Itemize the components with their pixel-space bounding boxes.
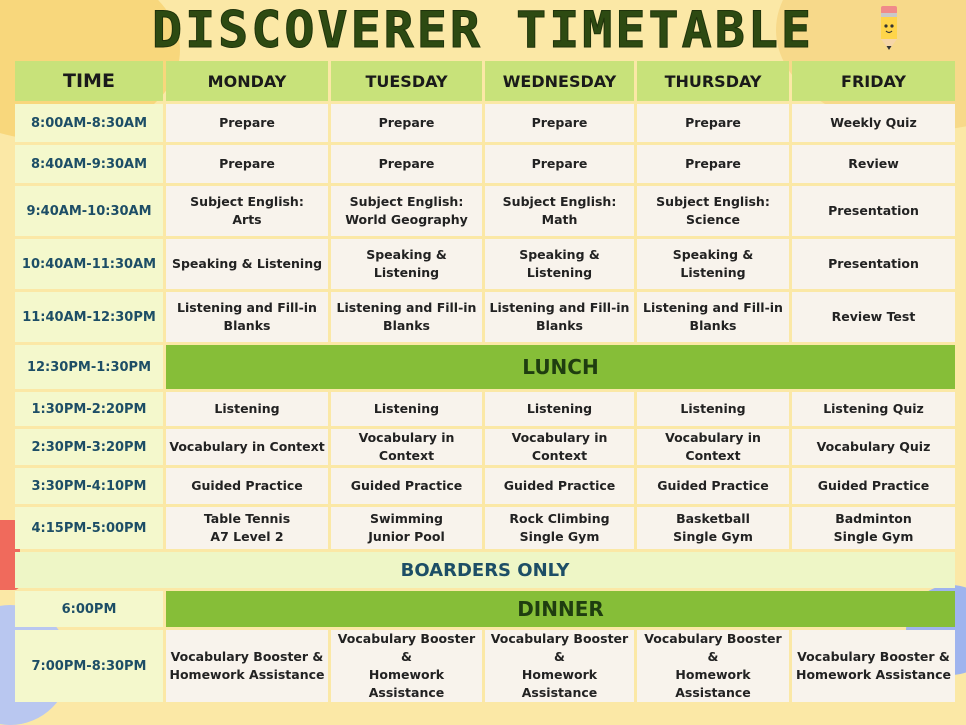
header-wednesday: WEDNESDAY — [485, 61, 634, 101]
cell-text: Review Test — [831, 309, 916, 324]
cell-text: Speaking & Listening — [672, 247, 754, 280]
cell-text: Speaking & Listening — [171, 256, 323, 271]
table-row — [15, 630, 955, 702]
cell-text: Subject English: — [190, 194, 304, 209]
cell-text: Listening and Fill-in — [336, 300, 477, 315]
cell-tuesday — [331, 429, 482, 465]
cell-friday — [792, 392, 955, 426]
cell-text: Prepare — [685, 156, 741, 171]
cell-tuesday — [331, 292, 482, 342]
cell-monday — [166, 392, 328, 426]
cell-text: Prepare — [685, 115, 741, 130]
cell-thursday — [637, 292, 789, 342]
cell-text: Listening — [373, 401, 440, 416]
cell-monday — [166, 292, 328, 342]
cell-text: Subject English: — [502, 194, 617, 209]
cell-tuesday — [331, 104, 482, 142]
cell-friday — [792, 429, 955, 465]
cell-wednesday — [485, 392, 634, 426]
cell-monday — [166, 104, 328, 142]
cell-text: Guided Practice — [350, 478, 463, 493]
cell-text: Homework Assistance — [675, 667, 751, 700]
time-slot: 4:15PM-5:00PM — [15, 507, 163, 549]
table-row — [15, 186, 955, 236]
cell-text: Rock Climbing — [509, 511, 610, 526]
cell-text: Subject English: — [656, 194, 770, 209]
cell-text: Prepare — [219, 115, 275, 130]
cell-text: Single Gym — [833, 529, 914, 544]
cell-wednesday — [485, 145, 634, 183]
cell-thursday — [637, 392, 789, 426]
time-slot: 2:30PM-3:20PM — [15, 429, 163, 465]
cell-thursday — [637, 186, 789, 236]
cell-monday — [166, 186, 328, 236]
header-monday: MONDAY — [166, 61, 328, 101]
timetable-body — [15, 104, 955, 702]
cell-text: Vocabulary Quiz — [816, 439, 931, 454]
cell-tuesday — [331, 186, 482, 236]
cell-friday — [792, 468, 955, 504]
cell-friday — [792, 507, 955, 549]
cell-friday — [792, 630, 955, 702]
cell-text: Listening — [526, 401, 593, 416]
cell-wednesday — [485, 468, 634, 504]
page-title: DISCOVERER TIMETABLE — [151, 1, 815, 59]
table-row — [15, 145, 955, 183]
cell-text: Arts — [232, 212, 262, 227]
header-time: TIME — [15, 61, 163, 101]
time-slot: 12:30PM-1:30PM — [15, 345, 163, 389]
cell-wednesday — [485, 239, 634, 289]
cell-wednesday — [485, 186, 634, 236]
time-slot: 9:40AM-10:30AM — [15, 186, 163, 236]
cell-text: Vocabulary Booster & — [644, 631, 782, 664]
cell-wednesday — [485, 292, 634, 342]
table-row — [15, 345, 955, 389]
cell-text: Guided Practice — [657, 478, 769, 493]
cell-text: Presentation — [828, 203, 919, 218]
cell-text: Swimming — [369, 511, 444, 526]
cell-tuesday — [331, 239, 482, 289]
header-friday: FRIDAY — [792, 61, 955, 101]
cell-text: Presentation — [828, 256, 919, 271]
time-slot: 7:00PM-8:30PM — [15, 630, 163, 702]
lunch-band: LUNCH — [166, 345, 955, 389]
cell-thursday — [637, 630, 789, 702]
time-slot: 10:40AM-11:30AM — [15, 239, 163, 289]
cell-thursday — [637, 429, 789, 465]
cell-text: A7 Level 2 — [210, 529, 284, 544]
cell-text: Vocabulary Booster & — [797, 649, 950, 664]
cell-wednesday — [485, 429, 634, 465]
cell-text: Vocabulary in Context — [169, 439, 325, 454]
cell-thursday — [637, 468, 789, 504]
cell-text: Homework Assistance — [521, 667, 598, 700]
cell-text: Blanks — [689, 318, 737, 333]
cell-text: Blanks — [223, 318, 271, 333]
table-row — [15, 392, 955, 426]
header-tuesday: TUESDAY — [331, 61, 482, 101]
cell-text: Blanks — [536, 318, 583, 333]
cell-monday — [166, 429, 328, 465]
cell-monday — [166, 239, 328, 289]
cell-monday — [166, 630, 328, 702]
cell-text: Weekly Quiz — [830, 115, 917, 130]
cell-text: Badminton — [835, 511, 912, 526]
cell-text: Subject English: — [349, 194, 464, 209]
cell-thursday — [637, 239, 789, 289]
dinner-band: DINNER — [166, 591, 955, 627]
time-slot: 11:40AM-12:30PM — [15, 292, 163, 342]
cell-text: Listening — [680, 401, 746, 416]
table-row — [15, 468, 955, 504]
time-slot: 1:30PM-2:20PM — [15, 392, 163, 426]
header-row — [15, 61, 955, 101]
cell-monday — [166, 507, 328, 549]
cell-text: Vocabulary in Context — [358, 430, 455, 463]
cell-friday — [792, 145, 955, 183]
cell-text: Homework Assistance — [169, 667, 325, 682]
pencil-mascot-icon — [874, 4, 904, 52]
cell-text: Listening — [214, 401, 280, 416]
cell-friday — [792, 239, 955, 289]
table-row — [15, 292, 955, 342]
cell-text: Homework Assistance — [796, 667, 951, 682]
cell-thursday — [637, 507, 789, 549]
table-row — [15, 429, 955, 465]
cell-text: Guided Practice — [503, 478, 616, 493]
cell-tuesday — [331, 507, 482, 549]
cell-tuesday — [331, 630, 482, 702]
cell-text: Speaking & Listening — [519, 247, 600, 280]
cell-text: Vocabulary in Context — [665, 430, 761, 463]
cell-text: Prepare — [378, 156, 435, 171]
cell-tuesday — [331, 145, 482, 183]
cell-text: Table Tennis — [203, 511, 291, 526]
cell-text: Listening and Fill-in — [643, 300, 783, 315]
cell-wednesday — [485, 104, 634, 142]
time-slot: 6:00PM — [15, 591, 163, 627]
timetable — [12, 58, 958, 705]
cell-thursday — [637, 104, 789, 142]
cell-monday — [166, 145, 328, 183]
table-row — [15, 591, 955, 627]
time-slot: 3:30PM-4:10PM — [15, 468, 163, 504]
cell-text: Prepare — [378, 115, 435, 130]
table-row — [15, 239, 955, 289]
cell-text: Listening and Fill-in — [177, 300, 317, 315]
cell-text: World Geography — [345, 212, 468, 227]
cell-tuesday — [331, 392, 482, 426]
cell-text: Homework Assistance — [368, 667, 445, 700]
cell-friday — [792, 104, 955, 142]
cell-friday — [792, 292, 955, 342]
cell-wednesday — [485, 507, 634, 549]
cell-text: Prepare — [219, 156, 275, 171]
cell-text: Blanks — [383, 318, 430, 333]
cell-wednesday — [485, 630, 634, 702]
cell-text: Review — [848, 156, 899, 171]
boarders-only-banner: BOARDERS ONLY — [15, 552, 955, 588]
cell-text: Vocabulary Booster & — [490, 631, 629, 664]
cell-text: Junior Pool — [368, 529, 445, 544]
cell-text: Single Gym — [519, 529, 600, 544]
table-row — [15, 104, 955, 142]
cell-text: Vocabulary in Context — [511, 430, 608, 463]
time-slot: 8:40AM-9:30AM — [15, 145, 163, 183]
cell-text: Prepare — [531, 156, 588, 171]
cell-monday — [166, 468, 328, 504]
cell-friday — [792, 186, 955, 236]
header-thursday: THURSDAY — [637, 61, 789, 101]
cell-text: Guided Practice — [191, 478, 303, 493]
cell-thursday — [637, 145, 789, 183]
table-row — [15, 552, 955, 588]
cell-text: Science — [686, 212, 740, 227]
cell-text: Vocabulary Booster & — [170, 649, 324, 664]
cell-text: Guided Practice — [817, 478, 930, 493]
table-row — [15, 507, 955, 549]
cell-text: Speaking & Listening — [366, 247, 447, 280]
cell-text: Single Gym — [673, 529, 753, 544]
cell-text: Listening Quiz — [823, 401, 924, 416]
cell-text: Math — [541, 212, 578, 227]
cell-text: Prepare — [531, 115, 588, 130]
cell-text: Basketball — [676, 511, 750, 526]
cell-tuesday — [331, 468, 482, 504]
cell-text: Vocabulary Booster & — [337, 631, 476, 664]
time-slot: 8:00AM-8:30AM — [15, 104, 163, 142]
cell-text: Listening and Fill-in — [489, 300, 630, 315]
